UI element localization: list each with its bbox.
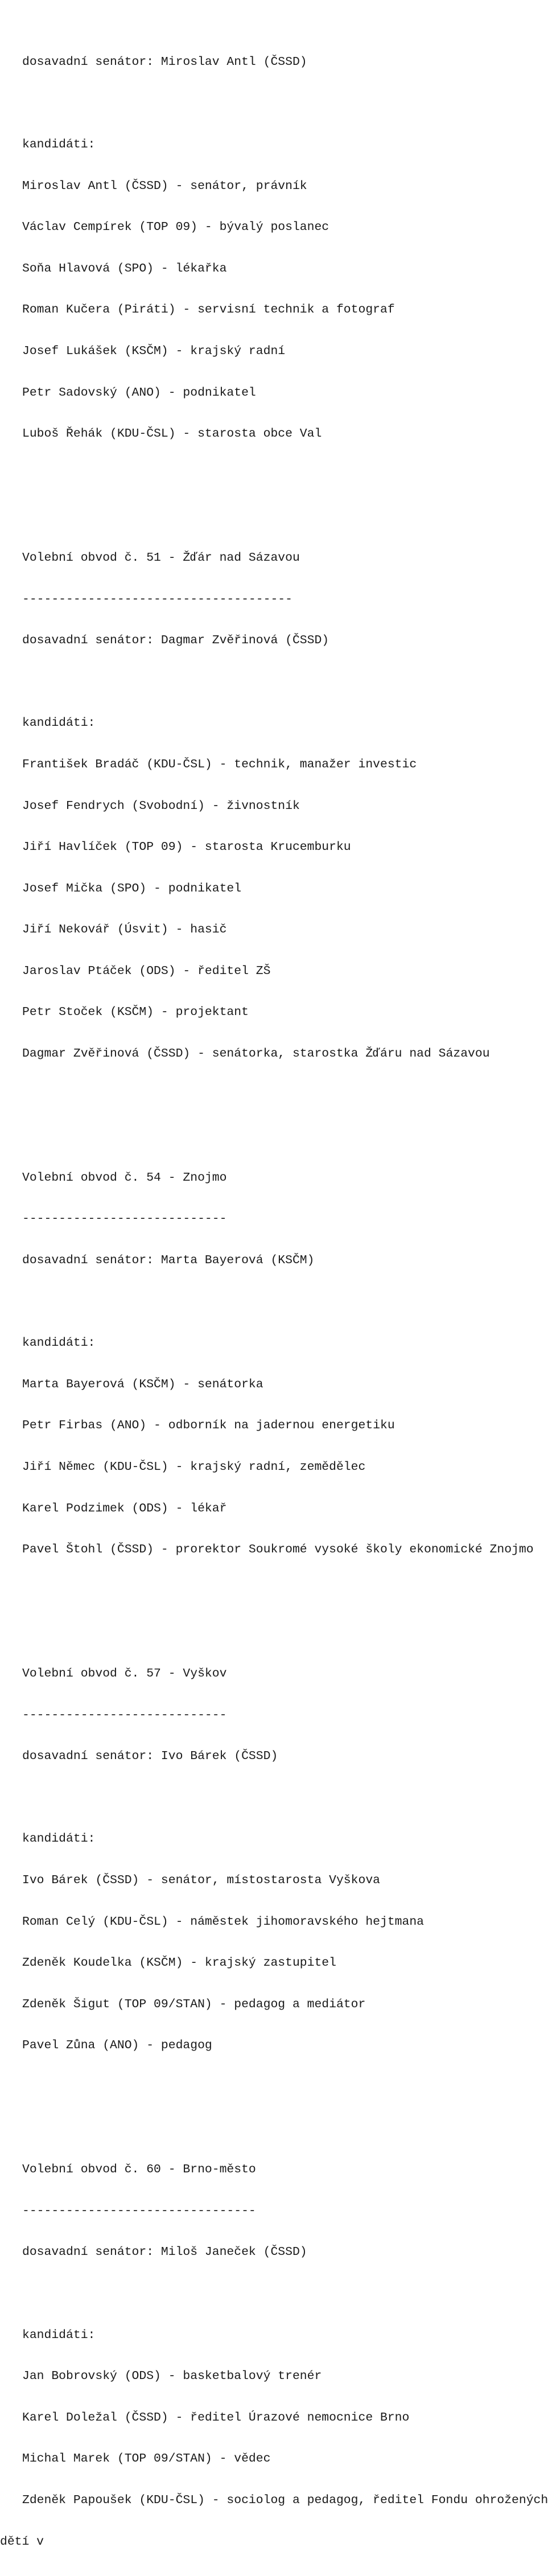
candidate-line: Michal Marek (TOP 09/STAN) - vědec — [22, 2452, 271, 2466]
district-heading: Volební obvod č. 57 - Vyškov — [22, 1667, 227, 1681]
spacer — [0, 675, 546, 689]
district-rule: ---------------------------- — [22, 1708, 227, 1722]
candidate-line: Jiří Nekovář (Úsvit) - hasič — [22, 923, 227, 937]
spacer — [0, 1791, 546, 1805]
candidate-line: Zdeněk Šigut (TOP 09/STAN) - pedagog a mediátor — [22, 1997, 366, 2011]
candidate-line: František Bradáč (KDU-ČSL) - technik, manažer investic — [22, 757, 417, 771]
district-heading: Volební obvod č. 60 - Brno-město — [22, 2163, 256, 2177]
intro-candidates-label: kandidáti: — [22, 138, 96, 151]
district-incumbent: dosavadní senátor: Miloš Janeček (ČSSD) — [22, 2245, 307, 2259]
spacer — [0, 2287, 546, 2300]
district-incumbent: dosavadní senátor: Marta Bayerová (KSČM) — [22, 1254, 315, 1268]
candidate-line: Zdeněk Koudelka (KSČM) - krajský zastupitel — [22, 1956, 336, 1970]
candidate-line: Miroslav Antl (ČSSD) - senátor, právník — [22, 179, 307, 193]
candidate-line: Petr Firbas (ANO) - odborník na jadernou energetiku — [22, 1419, 395, 1433]
spacer — [0, 96, 546, 110]
candidate-line: Jiří Němec (KDU-ČSL) - krajský radní, zemědělec — [22, 1460, 366, 1474]
candidate-line: Václav Cempírek (TOP 09) - bývalý poslanec — [22, 220, 329, 235]
candidate-line: Karel Podzimek (ODS) - lékař — [22, 1501, 227, 1515]
candidates-label: kandidáti: — [22, 1832, 96, 1846]
district-rule: ---------------------------- — [22, 1212, 227, 1226]
candidate-line: Josef Lukášek (KSČM) - krajský radní — [22, 344, 286, 358]
candidate-line: Jiří Havlíček (TOP 09) - starosta Krucemburku — [22, 840, 351, 854]
district-incumbent: dosavadní senátor: Dagmar Zvěřinová (ČSSD) — [22, 634, 329, 648]
spacer — [0, 1295, 546, 1309]
candidate-line: Roman Celý (KDU-ČSL) - náměstek jihomoravského hejtmana — [22, 1914, 425, 1929]
candidate-line: Petr Sadovský (ANO) - podnikatel — [22, 385, 256, 400]
candidate-line-continuation: dětí v — [0, 2534, 44, 2549]
candidate-line: Luboš Řehák (KDU-ČSL) - starosta obce Val — [22, 427, 322, 441]
section-gap — [0, 2080, 546, 2107]
candidate-line: Pavel Zůna (ANO) - pedagog — [22, 2039, 212, 2053]
section-gap — [0, 1584, 546, 1612]
section-gap — [0, 469, 546, 496]
candidate-line: Jan Bobrovský (ODS) - basketbalový trenér — [22, 2369, 322, 2384]
candidate-line: Roman Kučera (Piráti) - servisní technik a fotograf — [22, 303, 395, 317]
candidate-line: Pavel Štohl (ČSSD) - prorektor Soukromé vysoké školy ekonomické Znojmo — [22, 1543, 534, 1557]
candidates-label: kandidáti: — [22, 716, 96, 730]
candidate-line: Karel Doležal (ČSSD) - ředitel Úrazové nemocnice Brno — [22, 2410, 410, 2425]
candidate-line: Soňa Hlavová (SPO) - lékařka — [22, 261, 227, 276]
candidate-line: Ivo Bárek (ČSSD) - senátor, místostarosta Vyškova — [22, 1873, 380, 1887]
candidate-line: Petr Stoček (KSČM) - projektant — [22, 1005, 249, 1020]
candidate-line: Marta Bayerová (KSČM) - senátorka — [22, 1377, 263, 1391]
candidates-label: kandidáti: — [22, 2328, 96, 2342]
section-gap — [0, 1088, 546, 1116]
candidates-label: kandidáti: — [22, 1336, 96, 1350]
candidate-line: Zdeněk Papoušek (KDU-ČSL) - sociolog a pedagog, ředitel Fondu ohrožených — [22, 2493, 548, 2507]
candidate-line: Jaroslav Ptáček (ODS) - ředitel ZŠ — [22, 964, 271, 978]
district-rule: -------------------------------- — [22, 2204, 256, 2218]
candidate-line: Josef Fendrych (Svobodní) - živnostník — [22, 799, 300, 813]
candidate-line: Dagmar Zvěřinová (ČSSD) - senátorka, starostka Žďáru nad Sázavou — [22, 1047, 490, 1061]
district-incumbent: dosavadní senátor: Ivo Bárek (ČSSD) — [22, 1749, 278, 1764]
district-heading: Volební obvod č. 54 - Znojmo — [22, 1170, 227, 1185]
intro-incumbent: dosavadní senátor: Miroslav Antl (ČSSD) — [22, 55, 307, 69]
candidate-line: Josef Mička (SPO) - podnikatel — [22, 881, 242, 895]
district-heading: Volební obvod č. 51 - Žďár nad Sázavou — [22, 550, 300, 565]
district-rule: ------------------------------------- — [22, 592, 292, 606]
